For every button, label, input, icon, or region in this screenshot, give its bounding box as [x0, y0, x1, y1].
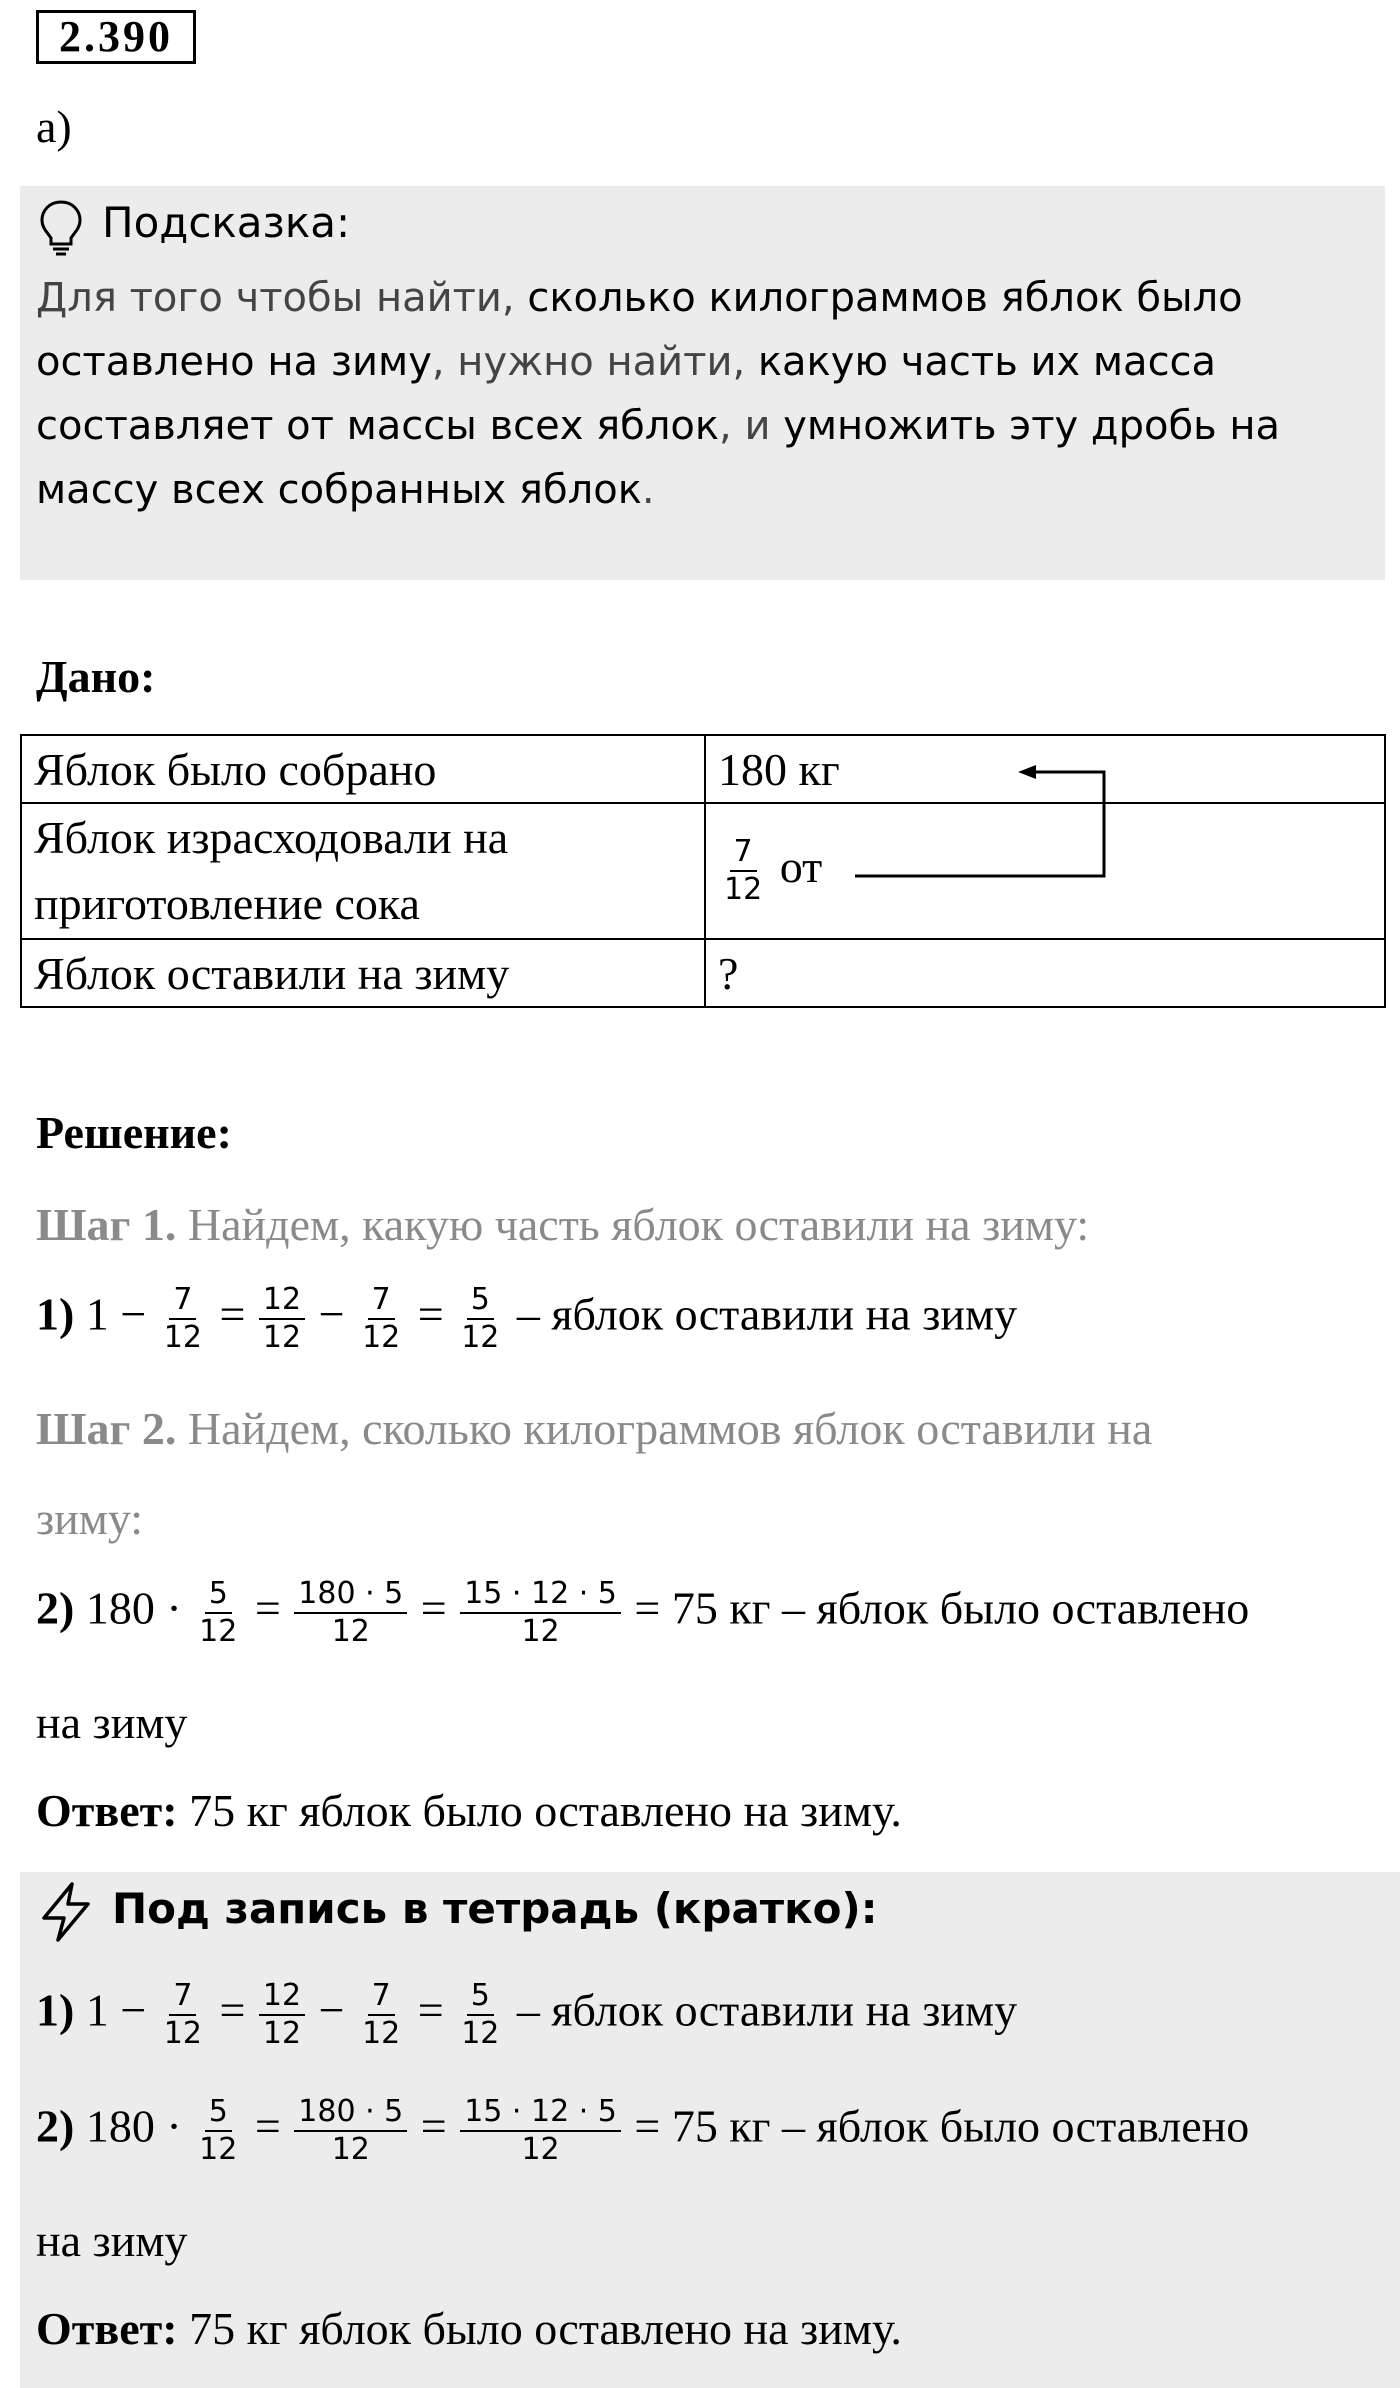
hint-segment: , нужно найти, — [431, 339, 758, 385]
equals-sign: = — [420, 1582, 447, 1634]
equation-tail: = 75 кг – яблок было оставлено — [634, 2100, 1250, 2152]
given-table — [20, 734, 1386, 1008]
given-value — [705, 803, 1385, 939]
equation-label: 2) — [36, 2100, 75, 2152]
table-row — [21, 735, 1385, 803]
answer-text: 75 кг яблок было оставлено на зиму. — [177, 2303, 902, 2354]
denominator: 12 — [331, 1614, 370, 1649]
given-heading: Дано: — [36, 651, 156, 702]
equals-sign: = — [254, 2100, 281, 2152]
denominator: 12 — [521, 2132, 560, 2167]
hint-segment-bold: сколько килограммов яблок было оставлено на зиму — [36, 275, 1243, 385]
given-label-line: приготовление сока — [34, 878, 420, 929]
numerator: 7 — [368, 1978, 395, 2016]
step-2-cont: зиму: — [36, 1493, 144, 1544]
denominator: 12 — [461, 2016, 500, 2051]
fraction — [294, 1576, 407, 1650]
numerator: 12 — [259, 1978, 305, 2016]
table-row — [21, 803, 1385, 939]
fraction — [460, 1576, 621, 1650]
denominator: 12 — [163, 1320, 202, 1355]
denominator: 12 — [163, 2016, 202, 2051]
equation-tail: = 75 кг – яблок было оставлено — [634, 1582, 1250, 1634]
equals-sign: = — [219, 1984, 246, 2036]
numerator: 15 · 12 · 5 — [460, 1576, 621, 1614]
fraction — [160, 1978, 206, 2052]
denominator: 12 — [362, 1320, 401, 1355]
part-label: а) — [36, 101, 72, 152]
equation-tail: – яблок оставили на зиму — [516, 1288, 1018, 1340]
hint-title: Подсказка: — [102, 198, 351, 247]
numerator: 5 — [205, 2094, 232, 2132]
hint-segment: , и — [719, 403, 784, 449]
lightning-icon — [34, 1880, 98, 1944]
fraction — [160, 1282, 206, 1356]
hint-segment: Для того чтобы найти, — [36, 275, 528, 321]
equals-sign: = — [420, 2100, 447, 2152]
equation-2-cont: на зиму — [36, 1697, 188, 1748]
equation-text: 180 · — [85, 2100, 182, 2152]
answer-text: 75 кг яблок было оставлено на зиму. — [177, 1785, 902, 1836]
equation-label: 1) — [36, 1288, 75, 1340]
fraction — [195, 1576, 241, 1650]
denominator: 12 — [262, 1320, 302, 1355]
notebook-equation-2-cont: на зиму — [36, 2215, 188, 2266]
hint-segment: . — [641, 467, 655, 513]
step-label: Шаг 2. — [36, 1403, 177, 1454]
given-value: 180 кг — [705, 735, 1385, 803]
notebook-title: Под запись в тетрадь (кратко): — [112, 1884, 878, 1933]
equation-label: 1) — [36, 1984, 75, 2036]
hint-text — [36, 266, 1356, 522]
given-label-line: Яблок израсходовали на — [34, 812, 509, 863]
numerator: 7 — [368, 1282, 395, 1320]
numerator: 7 — [169, 1978, 196, 2016]
denominator: 12 — [262, 2016, 302, 2051]
numerator: 12 — [259, 1282, 305, 1320]
numerator: 7 — [730, 834, 757, 872]
denominator: 12 — [521, 1614, 560, 1649]
equals-sign: = — [254, 1582, 281, 1634]
fraction — [195, 2094, 241, 2168]
minus-sign: − — [318, 1984, 345, 2036]
equation-label: 2) — [36, 1582, 75, 1634]
fraction — [294, 2094, 407, 2168]
step-text: Найдем, какую часть яблок оставили на зиму: — [176, 1199, 1090, 1250]
fraction — [720, 834, 766, 908]
step-text: Найдем, сколько килограммов яблок оставили на — [176, 1403, 1153, 1454]
task-number: 2.390 — [36, 10, 196, 64]
equals-sign: = — [417, 1984, 444, 2036]
equation-text: 1 − — [85, 1984, 147, 2036]
fraction — [457, 1978, 503, 2052]
answer — [36, 1784, 902, 1837]
equation-text: 180 · — [85, 1582, 182, 1634]
given-label — [21, 803, 705, 939]
denominator: 12 — [331, 2132, 370, 2167]
given-label: Яблок оставили на зиму — [21, 939, 705, 1007]
given-value: ? — [705, 939, 1385, 1007]
fraction — [460, 2094, 621, 2168]
denominator: 12 — [362, 2016, 401, 2051]
step-label: Шаг 1. — [36, 1199, 177, 1250]
equation-1 — [36, 1282, 1017, 1356]
given-label: Яблок было собрано — [21, 735, 705, 803]
equation-text: 1 − — [85, 1288, 147, 1340]
hint-segment-bold: какую часть их масса составляет от массы всех яблок — [36, 339, 1217, 449]
equation-2 — [36, 1576, 1249, 1650]
fraction — [259, 1978, 305, 2052]
fraction — [358, 1978, 404, 2052]
denominator: 12 — [199, 2132, 238, 2167]
denominator: 12 — [724, 872, 763, 908]
given-value-suffix: от — [779, 840, 823, 892]
numerator: 5 — [205, 1576, 232, 1614]
numerator: 180 · 5 — [294, 1576, 407, 1614]
minus-sign: − — [318, 1288, 345, 1340]
fraction — [457, 1282, 503, 1356]
step-1 — [36, 1198, 1089, 1251]
fraction — [358, 1282, 404, 1356]
denominator: 12 — [199, 1614, 238, 1649]
notebook-answer — [36, 2302, 902, 2355]
numerator: 180 · 5 — [294, 2094, 407, 2132]
numerator: 7 — [169, 1282, 196, 1320]
notebook-equation-2 — [36, 2094, 1249, 2168]
notebook-equation-1 — [36, 1978, 1017, 2052]
solution-heading: Решение: — [36, 1107, 232, 1158]
equation-tail: – яблок оставили на зиму — [516, 1984, 1018, 2036]
numerator: 5 — [467, 1978, 494, 2016]
numerator: 5 — [467, 1282, 494, 1320]
hint-segment-bold: умножить эту дробь на массу всех собранных яблок — [36, 403, 1281, 513]
answer-label: Ответ: — [36, 2303, 178, 2354]
numerator: 15 · 12 · 5 — [460, 2094, 621, 2132]
answer-label: Ответ: — [36, 1785, 178, 1836]
denominator: 12 — [461, 1320, 500, 1355]
fraction — [259, 1282, 305, 1356]
equals-sign: = — [219, 1288, 246, 1340]
equals-sign: = — [417, 1288, 444, 1340]
table-row — [21, 939, 1385, 1007]
lightbulb-icon — [36, 198, 86, 258]
step-2 — [36, 1402, 1152, 1455]
